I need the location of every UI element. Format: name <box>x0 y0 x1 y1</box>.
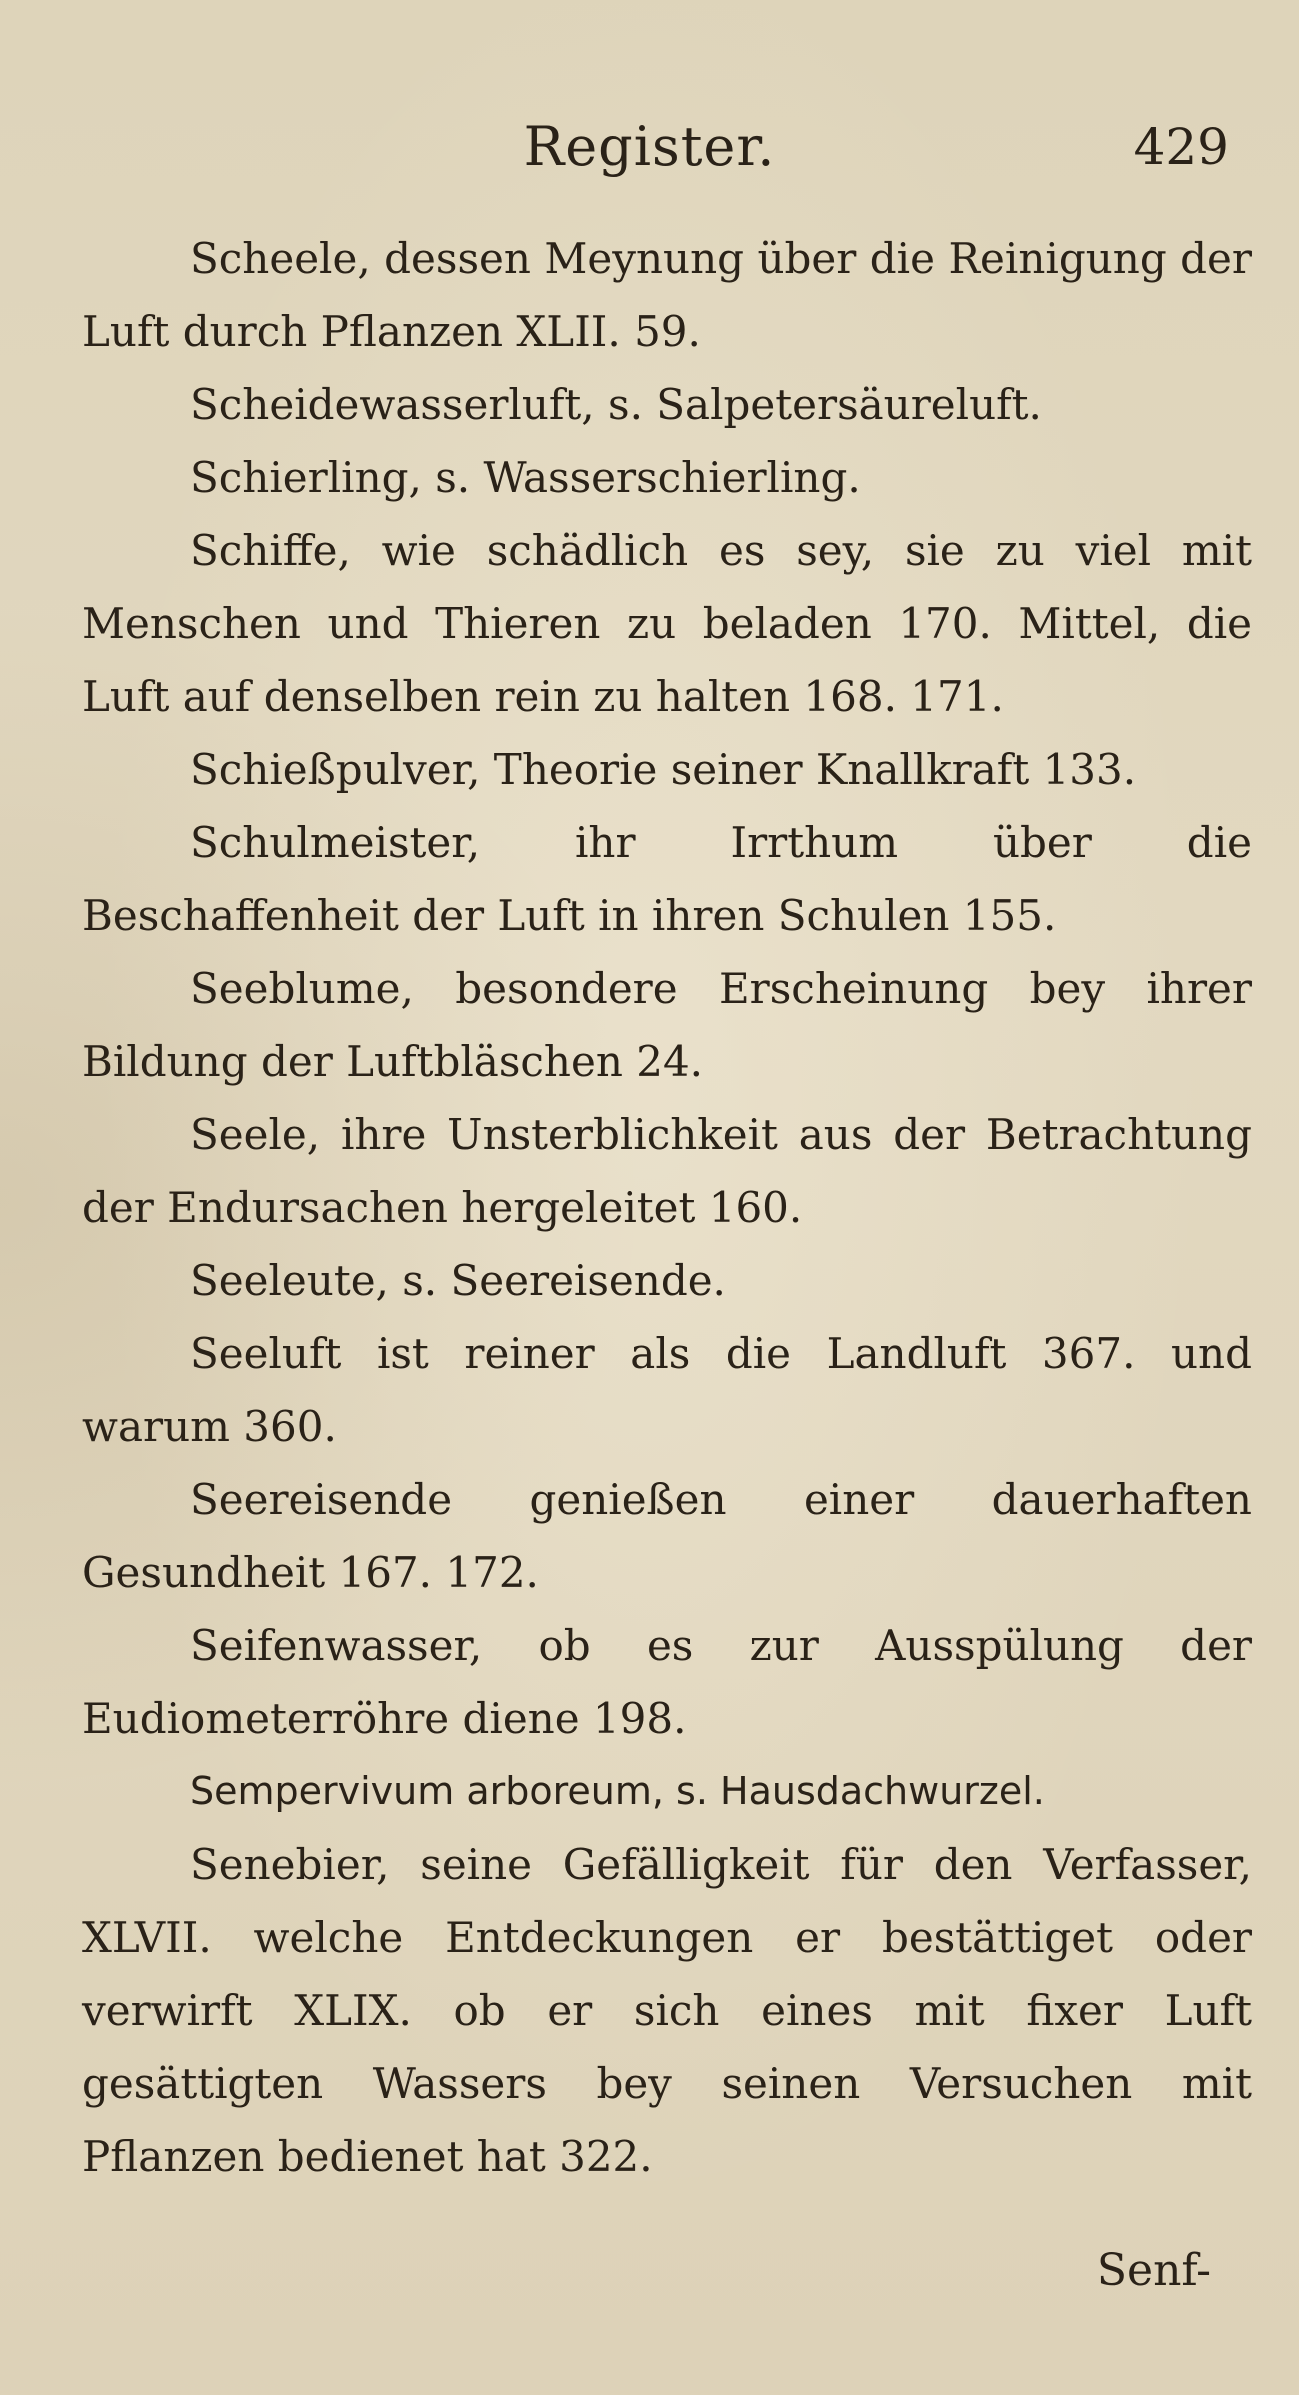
index-entry: Senebier, seine Gefälligkeit für den Verfasser, XLVII. welche Entdeckungen er bestättiget oder verwirft XLIX. ob er sich eines mit fixer Luft gesättigten Wassers bey seinen Versuchen mit Pflanzen bedienet hat 322. <box>82 1840 1252 2181</box>
running-head-title: Register. <box>523 115 776 178</box>
index-entry: Schierling, s. Wasserschierling. <box>190 453 861 502</box>
index-entry: Schiffe, wie schädlich es sey, sie zu viel mit Menschen und Thieren zu beladen 170. Mittel, die Luft auf denselben rein zu halten 168. 171. <box>82 526 1252 721</box>
index-entry: Schießpulver, Theorie seiner Knallkraft 133. <box>190 745 1137 794</box>
index-entry: Seifenwasser, ob es zur Ausspülung der Eudiometerröhre diene 198. <box>82 1621 1252 1743</box>
index-entry: Schulmeister, ihr Irrthum über die Beschaffenheit der Luft in ihren Schulen 155. <box>82 818 1252 940</box>
index-entries <box>82 222 1252 2193</box>
index-entry: Seeblume, besondere Erscheinung bey ihrer Bildung der Luftbläschen 24. <box>82 964 1252 1086</box>
index-entry: Scheele, dessen Meynung über die Reinigung der Luft durch Pflanzen XLII. 59. <box>82 234 1252 356</box>
running-header <box>0 112 1299 182</box>
index-entry: Seele, ihre Unsterblichkeit aus der Betrachtung der Endursachen hergeleitet 160. <box>82 1110 1252 1232</box>
index-entry: Seereisende genießen einer dauerhaften Gesundheit 167. 172. <box>82 1475 1252 1597</box>
index-entry: Scheidewasserluft, s. Salpetersäureluft. <box>190 380 1042 429</box>
index-entry: Seeleute, s. Seereisende. <box>190 1256 726 1305</box>
catchword: Senf- <box>1096 2245 1211 2296</box>
index-entry: Sempervivum arboreum, s. Hausdachwurzel. <box>190 1769 1045 1813</box>
index-entry: Seeluft ist reiner als die Landluft 367. und warum 360. <box>82 1329 1252 1451</box>
page-number: 429 <box>1133 118 1229 176</box>
